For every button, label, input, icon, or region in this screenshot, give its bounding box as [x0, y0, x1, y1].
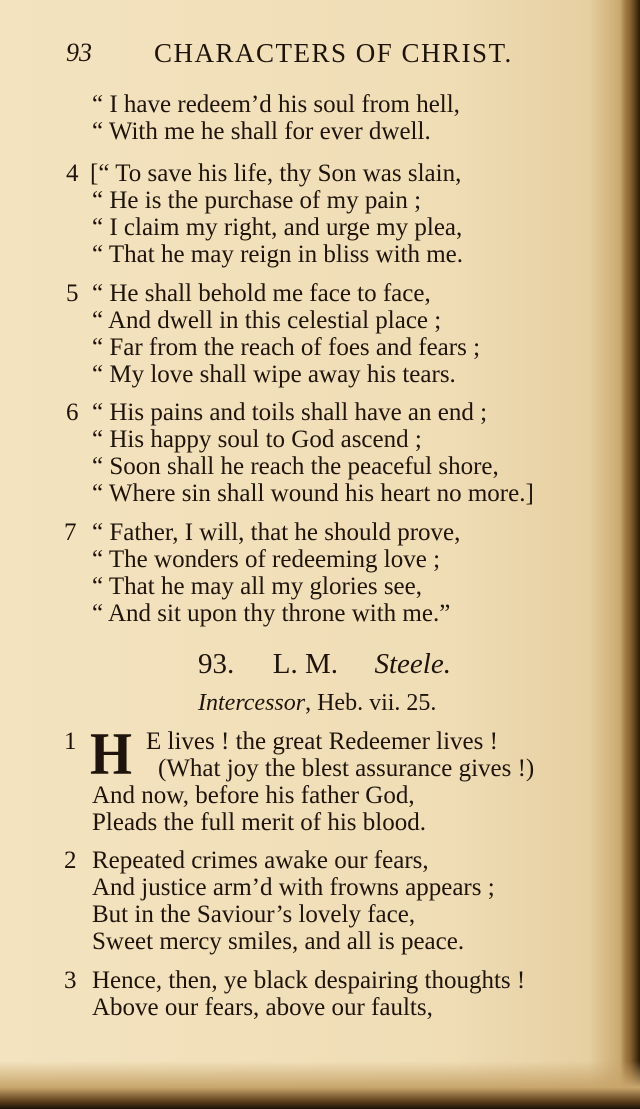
- stanza-line: “ That he may all my glories see,: [92, 573, 422, 600]
- stanza-line: “ Where sin shall wound his heart no more.]: [92, 480, 534, 507]
- stanza-line: Repeated crimes awake our fears,: [92, 847, 429, 874]
- hymn-reference: , Heb. vii. 25.: [305, 690, 437, 716]
- stanza-line: “ Far from the reach of foes and fears ;: [92, 334, 481, 361]
- page-number: 93: [66, 38, 92, 67]
- stanza-line: “ And dwell in this celestial place ;: [92, 307, 442, 334]
- hymn-topic: Intercessor: [198, 690, 306, 716]
- stanza-line: E lives ! the great Redeemer lives !: [146, 728, 498, 755]
- stanza-line: Pleads the full merit of his blood.: [92, 809, 426, 836]
- stanza-line: “ He shall behold me face to face,: [92, 280, 431, 307]
- stanza-line: “ Father, I will, that he should prove,: [92, 519, 461, 546]
- stanza-number: 4: [66, 160, 79, 187]
- stanza-number: 7: [64, 519, 77, 546]
- stanza-line: “ His pains and toils shall have an end ;: [92, 399, 488, 426]
- page-bottom-edge: [0, 1061, 640, 1109]
- hymn-subtitle: [198, 690, 436, 717]
- stanza-line: “ I claim my right, and urge my plea,: [92, 214, 463, 241]
- stanza-line: [“ To save his life, thy Son was slain,: [90, 160, 462, 187]
- running-title: CHARACTERS OF CHRIST.: [154, 38, 513, 68]
- stanza-number: 3: [64, 967, 77, 994]
- stanza-number: 5: [66, 280, 79, 307]
- stanza-line: “ The wonders of redeeming love ;: [92, 546, 441, 573]
- drop-cap: H: [90, 721, 133, 787]
- hymn-meter: L. M.: [272, 648, 338, 680]
- stanza-number: 1: [64, 728, 77, 755]
- stanza-number: 6: [66, 399, 79, 426]
- stanza-line: And now, before his father God,: [92, 782, 415, 809]
- hymn-number: 93.: [198, 648, 235, 680]
- stanza-line: “ His happy soul to God ascend ;: [92, 426, 422, 453]
- stanza-line: (What joy the blest assurance gives !): [158, 755, 535, 782]
- stanza-number: 2: [64, 847, 77, 874]
- continuation-line: “ With me he shall for ever dwell.: [92, 118, 431, 145]
- stanza-line: “ He is the purchase of my pain ;: [92, 187, 422, 214]
- stanza-line: Above our fears, above our faults,: [92, 994, 433, 1021]
- page-edge-shadow: [620, 0, 640, 1109]
- hymn-heading: [198, 648, 451, 681]
- continuation-line: “ I have redeem’d his soul from hell,: [92, 91, 460, 118]
- page-header: [66, 38, 536, 78]
- stanza-line: “ That he may reign in bliss with me.: [92, 241, 463, 268]
- stanza-line: “ And sit upon thy throne with me.”: [92, 600, 451, 627]
- stanza-line: And justice arm’d with frowns appears ;: [92, 874, 495, 901]
- stanza-line: But in the Saviour’s lovely face,: [92, 901, 416, 928]
- stanza-line: “ My love shall wipe away his tears.: [92, 361, 456, 388]
- hymn-author: Steele.: [374, 648, 451, 680]
- stanza-line: Sweet mercy smiles, and all is peace.: [92, 928, 465, 955]
- stanza-line: Hence, then, ye black despairing thoughts !: [92, 967, 526, 994]
- stanza-line: “ Soon shall he reach the peaceful shore,: [92, 453, 499, 480]
